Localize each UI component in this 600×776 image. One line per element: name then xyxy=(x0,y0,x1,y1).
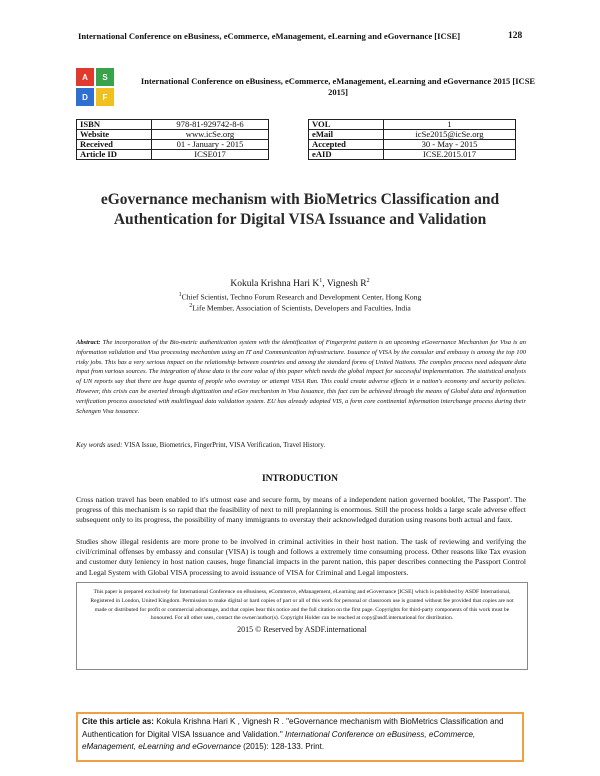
affiliation-2 xyxy=(60,303,540,313)
meta-key: Received xyxy=(77,140,152,150)
author-1-sup: 1 xyxy=(319,278,323,284)
meta-key: ISBN xyxy=(77,120,152,130)
copyright-text: This paper is prepared exclusively for International Conference on eBusiness, eCommerce, eManagement, eLearning and eGovernance [ICSE] which is published by ASDF International, Registered in London, United Kingdom. Permission to make digital or hard copies of part or all of this work for personal or classroom use is granted without fee provided that copies are not made or distributed for profit or commercial advantage, and that copies bear this notice and the full citation on the first page. Copyrights for third-party components of this work must be honoured. For all other uses, contact the owner/author(s). Copyright Holder can be reached at copy@asdf.international for distribution. xyxy=(90,589,514,622)
abstract xyxy=(76,338,526,416)
meta-key: Article ID xyxy=(77,150,152,160)
logo-letter-f: F xyxy=(96,88,114,106)
meta-key: eAID xyxy=(309,150,384,160)
citation-box xyxy=(76,712,524,762)
meta-value: ICSE.2015.017 xyxy=(384,150,516,160)
author-2: Vignesh R xyxy=(326,279,367,290)
conference-title: International Conference on eBusiness, eCommerce, eManagement, eLearning and eGovernance 2015 [ICSE 2015] xyxy=(140,76,536,97)
keywords-label: Key words used: xyxy=(76,441,123,449)
meta-value: 978-81-929742-8-6 xyxy=(152,120,269,130)
meta-table-right xyxy=(308,119,516,160)
copyright-box xyxy=(76,582,528,670)
affiliation-sup: 2 xyxy=(189,303,193,309)
meta-value[interactable]: www.icSe.org xyxy=(152,130,269,140)
meta-value: 01 - January - 2015 xyxy=(152,140,269,150)
affiliation-sup: 1 xyxy=(178,292,182,298)
page-number: 128 xyxy=(508,31,523,41)
intro-paragraph-2: Studies show illegal residents are more prone to be involved in criminal activities in their host nation. The task of reviewing and verifying the civil/criminal offenses by embassy and consular (VISA) is tough and follows a extremely time consuming process. Other reasons like Tax evasion and customer duty leniency in host nation causes, huge financial impacts in the parent nation, this paper describes connecting the Passport Control and Legal System with Global VISA processing to avoid issuance of VISA for Criminal and Legal imposters. xyxy=(76,537,526,577)
meta-value: ICSE017 xyxy=(152,150,269,160)
running-header: International Conference on eBusiness, eCommerce, eManagement, eLearning and eGovernance [ICSE] xyxy=(78,31,461,41)
meta-value: 30 - May - 2015 xyxy=(384,140,516,150)
asdf-logo xyxy=(76,68,114,106)
affiliation-text: Chief Scientist, Techno Forum Research and Development Center, Hong Kong xyxy=(181,292,422,302)
abstract-text: The incorporation of the Bio-metric authentication system with the identification of Fingerprint pattern is an upcoming eGovernance Mechanism for Visa is an information validation and Visa processing mechanism using an IT and Communication infrastructure. Issuance of VISA by the consular and embassy is among the top 100 risky jobs. This has a very serious impact on the relationship between countries and among the standard forms of United Nations. The complex process need adequate data input from various sources. The integration of these data is the core value of this paper which needs the global impact for successful implementation. The statistical analysis of UN reports say that there are huge quanta of people who overstay or attempt VISA Run. This could create adverse effects in a nation's economy and security policies. However, this crisis can be averted through digitization and eGov mechanism in Visa Issuance, this fact can be achieved through the means of Global data and information verification process associated with multilingual data validation system. EU has already adopted VIS, a form core continental information interchange process during their Schengen Visa issuance. xyxy=(76,339,526,415)
meta-value[interactable]: icSe2015@icSe.org xyxy=(384,130,516,140)
keywords xyxy=(76,441,526,449)
introduction-heading: INTRODUCTION xyxy=(261,474,338,484)
citation-text: Kokula Krishna Hari K , Vignesh R . "eGovernance mechanism with BioMetrics Classification and Authentication for Digital VISA Issuance and Validation." xyxy=(82,717,504,739)
author-separator: , xyxy=(322,279,327,290)
intro-paragraph-1: Cross nation travel has been enabled to it's utmost ease and secure form, by means of a independent nation governed booklet, 'The Passport'. The progress of this mechanism is so rapid that the feasibility of next to nill preplanning is enormous. Still the process holds a large scale adverse effect subsequent only to its progress, the possibility of many immigrants to overstay their acknowledged duration using reasons both actual and faux. xyxy=(76,495,526,525)
logo-letter-d: D xyxy=(76,88,94,106)
author-2-sup: 2 xyxy=(366,278,370,284)
affiliation-text: Life Member, Association of Scientists, Developers and Faculties, India xyxy=(192,303,411,313)
paper-title: eGovernance mechanism with BioMetrics Classification and Authentication for Digital VISA Issuance and Validation xyxy=(100,191,500,228)
meta-key: VOL xyxy=(309,120,384,130)
affiliation-1 xyxy=(60,292,540,302)
keywords-text: VISA Issue, Biometrics, FingerPrint, VISA Verification, Travel History. xyxy=(124,441,326,449)
meta-value: 1 xyxy=(384,120,516,130)
logo-letter-s: S xyxy=(96,68,114,86)
citation-journal: International Conference on eBusiness, eCommerce, eManagement, eLearning and eGovernance xyxy=(82,729,476,751)
author-list xyxy=(60,278,540,289)
meta-key: eMail xyxy=(309,130,384,140)
copyright-line: 2015 © Reserved by ASDF.international xyxy=(237,625,367,635)
meta-key: Website xyxy=(77,130,152,140)
meta-table-left xyxy=(76,119,269,160)
citation-tail: (2015): 128-133. Print. xyxy=(243,742,325,751)
citation-label: Cite this article as: xyxy=(82,717,154,726)
author-1: Kokula Krishna Hari K xyxy=(230,279,320,290)
logo-letter-a: A xyxy=(76,68,94,86)
abstract-label: Abstract: xyxy=(76,339,101,346)
meta-key: Accepted xyxy=(309,140,384,150)
